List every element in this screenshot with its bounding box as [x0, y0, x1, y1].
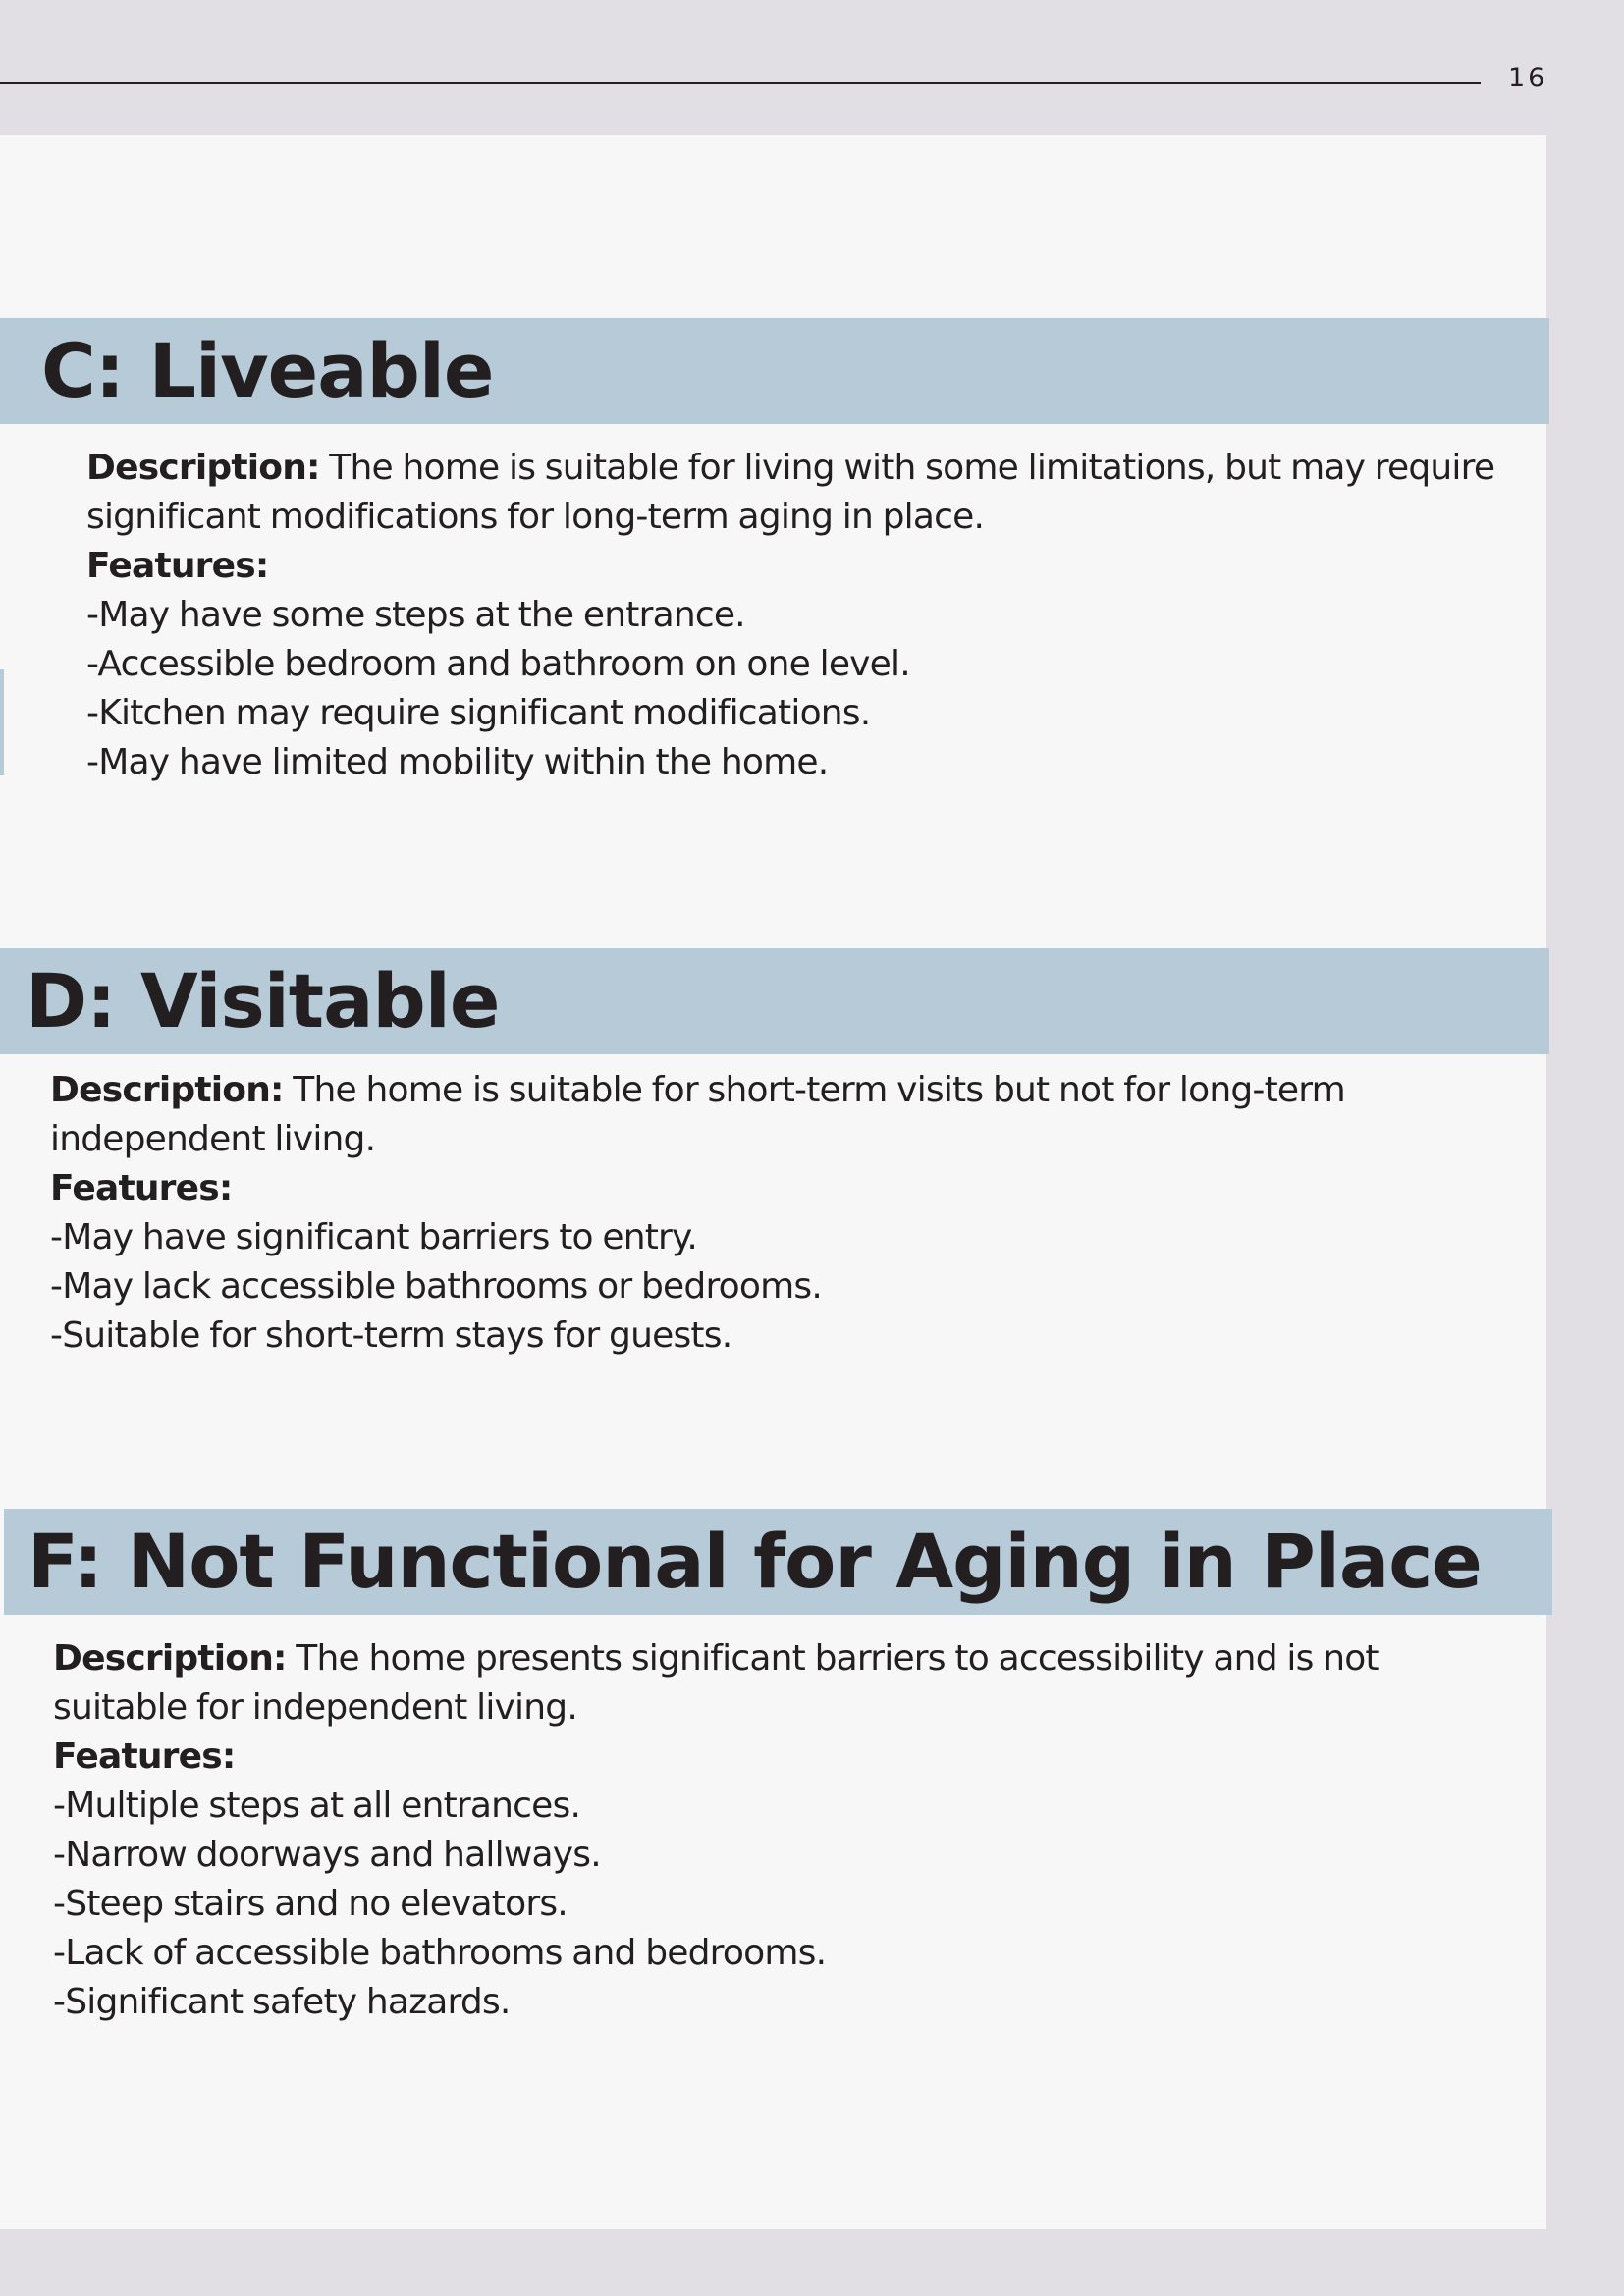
- section-body-not-functional: [53, 1634, 1379, 2027]
- features-label: Features:: [53, 1736, 236, 1777]
- features-label: Features:: [86, 546, 269, 586]
- feature-item: -Narrow doorways and hallways.: [53, 1835, 601, 1875]
- section-banner-liveable: [0, 318, 1549, 424]
- feature-item: -May have some steps at the entrance.: [86, 595, 745, 635]
- feature-item: -May have significant barriers to entry.: [50, 1217, 698, 1257]
- section-banner-visitable: [0, 948, 1549, 1054]
- side-marker: [0, 669, 4, 775]
- section-title: C: Liveable: [41, 327, 494, 414]
- description-line: [53, 1634, 1379, 1683]
- description-line: [86, 444, 1494, 493]
- description-label: Description:: [53, 1638, 287, 1679]
- description-line: [50, 1066, 1345, 1115]
- feature-item: -Significant safety hazards.: [53, 1982, 511, 2022]
- description-label: Description:: [86, 448, 320, 488]
- section-title: F: Not Functional for Aging in Place: [27, 1518, 1482, 1605]
- features-label: Features:: [50, 1168, 233, 1208]
- description-line: independent living.: [50, 1119, 376, 1159]
- description-text: The home is suitable for short-term visits but not for long-term: [293, 1070, 1345, 1110]
- description-label: Description:: [50, 1070, 284, 1110]
- section-body-liveable: [86, 444, 1494, 787]
- section-body-visitable: [50, 1066, 1345, 1361]
- feature-item: -Suitable for short-term stays for guests.: [50, 1315, 732, 1356]
- description-line: suitable for independent living.: [53, 1687, 577, 1728]
- section-banner-not-functional: [4, 1509, 1552, 1615]
- section-title: D: Visitable: [26, 957, 500, 1044]
- feature-item: -Kitchen may require significant modifications.: [86, 693, 871, 733]
- feature-item: -Multiple steps at all entrances.: [53, 1786, 581, 1826]
- description-line: significant modifications for long-term aging in place.: [86, 497, 985, 537]
- header-rule: [0, 82, 1481, 84]
- feature-item: -Lack of accessible bathrooms and bedrooms.: [53, 1933, 827, 1973]
- description-text: The home presents significant barriers to accessibility and is not: [296, 1638, 1379, 1679]
- feature-item: -Accessible bedroom and bathroom on one level.: [86, 644, 910, 684]
- feature-item: -May have limited mobility within the home.: [86, 742, 829, 782]
- feature-item: -May lack accessible bathrooms or bedrooms.: [50, 1266, 822, 1307]
- description-text: The home is suitable for living with some limitations, but may require: [329, 448, 1495, 488]
- page-number: 16: [1508, 63, 1548, 93]
- feature-item: -Steep stairs and no elevators.: [53, 1884, 568, 1924]
